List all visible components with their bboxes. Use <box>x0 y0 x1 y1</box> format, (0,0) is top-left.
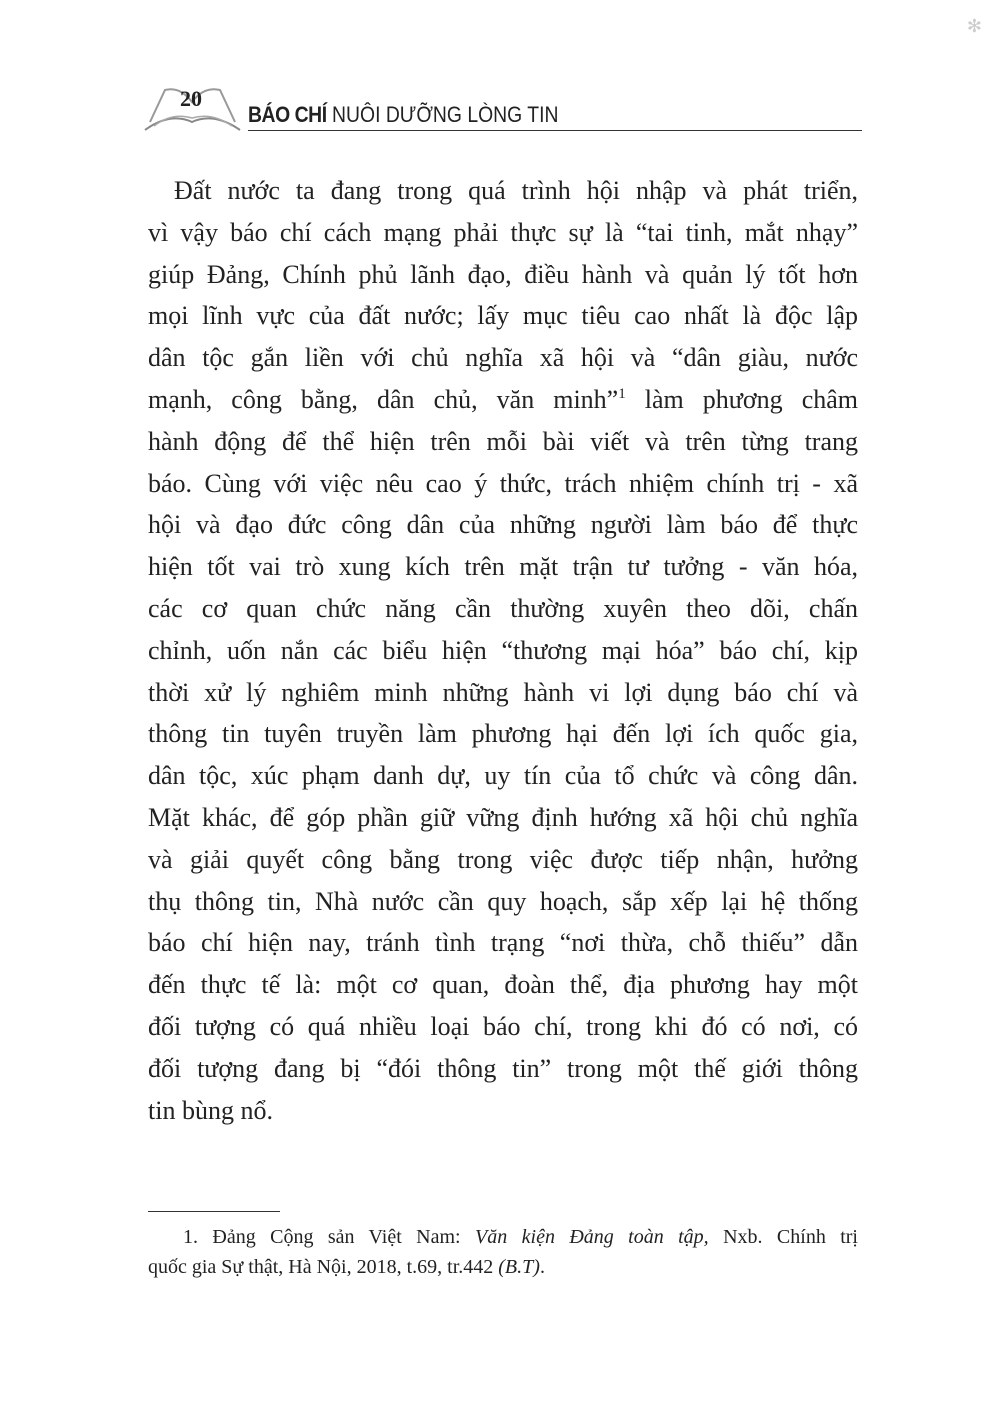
page-number: 20 <box>180 86 202 111</box>
text-line: tin bùng nổ. <box>148 1095 273 1125</box>
text-line: đến thực tế là: một cơ quan, đoàn thể, địa phương hay một <box>148 970 858 1000</box>
text-line: các cơ quan chức năng cần thường xuyên theo dõi, chấn <box>148 593 858 623</box>
text-line: báo. Cùng với việc nêu cao ý thức, trách nhiệm chính trị - xã <box>148 468 858 498</box>
footnote-title: Văn kiện Đảng toàn tập, <box>475 1226 709 1248</box>
text-line: Mặt khác, để góp phần giữ vững định hướng xã hội chủ nghĩa <box>148 802 858 832</box>
footnote-line <box>148 1222 858 1252</box>
text-segment: mạnh, công bằng, dân chủ, văn minh” <box>148 384 619 414</box>
text-line: giúp Đảng, Chính phủ lãnh đạo, điều hành và quản lý tốt hơn <box>148 259 858 289</box>
footnote-line <box>148 1256 545 1278</box>
footnote <box>148 1222 858 1282</box>
text-line: vì vậy báo chí cách mạng phải thực sự là “tai tinh, mắt nhạy” <box>148 217 858 247</box>
text-line: và giải quyết công bằng trong việc được tiếp nhận, hưởng <box>148 844 858 874</box>
footnote-rule <box>148 1211 280 1212</box>
text-line: đối tượng có quá nhiều loại báo chí, trong khi đó có nơi, có <box>148 1011 858 1041</box>
body-text <box>148 170 858 1131</box>
footnote-ref[interactable]: 1 <box>618 385 626 402</box>
text-line: hội và đạo đức công dân của những người làm báo để thực <box>148 510 858 540</box>
text-line: Đất nước ta đang trong quá trình hội nhập và phát triển, <box>174 176 858 205</box>
header-title <box>248 102 558 128</box>
footnote-publisher: Nxb. Chính trị <box>708 1226 858 1248</box>
text-segment: làm phương châm <box>625 384 859 414</box>
text-line: hành động để thể hiện trên mỗi bài viết và trên từng trang <box>148 426 858 456</box>
header-rule <box>248 130 862 131</box>
text-line: thụ thông tin, Nhà nước cần quy hoạch, sắp xếp lại hệ thống <box>148 886 858 916</box>
text-line: dân tộc gắn liền với chủ nghĩa xã hội và “dân giàu, nước <box>148 343 858 373</box>
footnote-end: . <box>539 1256 545 1278</box>
footnote-author: Đảng Cộng sản Việt Nam: <box>212 1226 476 1248</box>
footnote-note: (B.T) <box>498 1256 540 1278</box>
text-line: hiện tốt vai trò xung kích trên mặt trận tư tưởng - văn hóa, <box>148 552 858 582</box>
header-title-rest: NUÔI DƯỠNG LÒNG TIN <box>326 102 559 127</box>
text-line: báo chí hiện nay, tránh tình trạng “nơi thừa, chỗ thiếu” dẫn <box>148 928 858 958</box>
footnote-publisher-cont: quốc gia Sự thật, Hà Nội, 2018, t.69, tr.442 <box>148 1256 499 1278</box>
footnote-number: 1. <box>183 1226 213 1248</box>
text-line: chỉnh, uốn nắn các biểu hiện “thương mại hóa” báo chí, kịp <box>148 635 858 665</box>
text-line: thông tin tuyên truyền làm phương hại đến lợi ích quốc gia, <box>148 719 858 749</box>
text-line: mọi lĩnh vực của đất nước; lấy mục tiêu cao nhất là độc lập <box>148 301 858 331</box>
text-line <box>148 379 858 421</box>
header-title-bold: BÁO CHÍ <box>248 102 327 127</box>
text-line: đối tượng đang bị “đói thông tin” trong một thế giới thông <box>148 1053 858 1083</box>
text-line: thời xử lý nghiêm minh những hành vi lợi dụng báo chí và <box>148 677 858 707</box>
text-line: dân tộc, xúc phạm danh dự, uy tín của tổ chức và công dân. <box>148 761 858 791</box>
flower-icon: ✻ <box>966 16 982 37</box>
running-header <box>140 82 862 132</box>
